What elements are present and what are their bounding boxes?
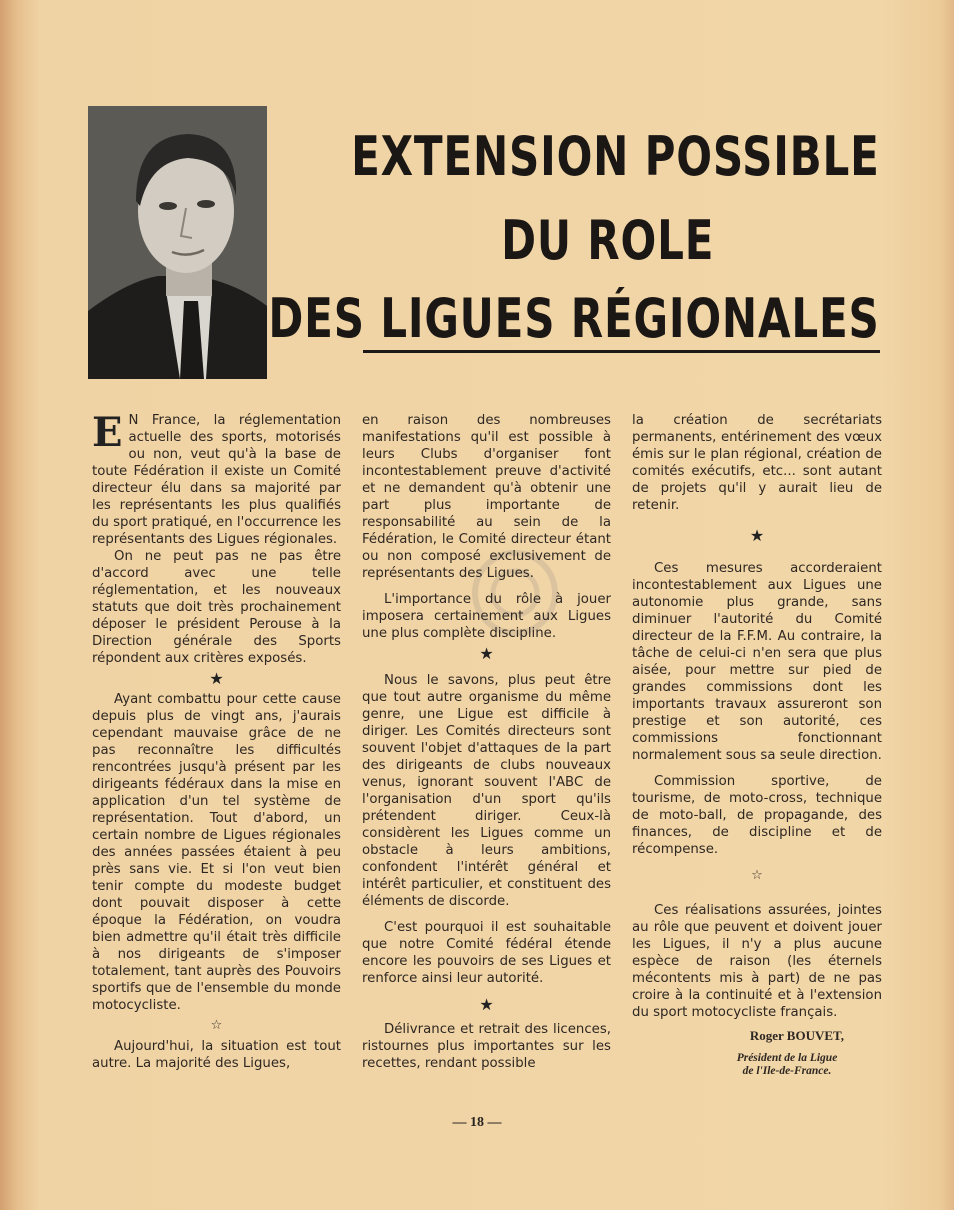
paragraph: On ne peut pas ne pas être d'accord avec une telle réglementation, et les nouveaux statuts que doit très prochainement déposer le président Perouse à la Direction générale des Sports répondent aux critères exposés.: [92, 549, 341, 666]
paragraph: Délivrance et retrait des licences, ristournes plus importantes sur les recettes, rendant possible: [362, 1022, 611, 1071]
title-line-2: DU ROLE: [500, 209, 714, 272]
author-role-line-2: de l'Ile-de-France.: [742, 1065, 832, 1077]
paragraph: [92, 409, 341, 548]
column-1: [92, 409, 341, 1072]
star-separator: ☆: [751, 868, 763, 883]
title-line-1: EXTENSION POSSIBLE: [351, 125, 880, 188]
title-line-3: DES LIGUES RÉGIONALES: [268, 287, 880, 350]
star-separator: ★: [749, 526, 765, 545]
paragraph: Nous le savons, plus peut être que tout autre organisme du même genre, une Ligue est difficile à diriger. Les Comités directeurs sont souvent l'objet d'attaques de la part des dirigeants de clubs nouveaux venus, ignorant souvent l'ABC de l'organisation d'un sport qu'ils prétendent diriger. Ceux-là considèrent les Ligues comme un obstacle à leurs ambitions, confondent l'intérêt général et intérêt particulier, et constituent des éléments de discorde.: [362, 673, 611, 909]
author-role-line-1: Président de la Ligue: [736, 1052, 838, 1064]
author-signature: Roger BOUVET,: [749, 1028, 844, 1043]
paragraph: C'est pourquoi il est souhaitable que notre Comité fédéral étende encore les pouvoirs de ses Ligues et renforce ainsi leur autorité.: [362, 920, 611, 986]
paragraph: Commission sportive, de tourisme, de moto-cross, technique de moto-ball, de propagande, des finances, de discipline et de récompense.: [632, 774, 882, 857]
star-separator: ★: [479, 995, 494, 1014]
star-separator: ★: [479, 644, 494, 663]
paragraph: Ces mesures accorderaient incontestablement aux Ligues une autonomie plus grande, sans diminuer l'autorité du Comité directeur de la F.F.M. Au contraire, la tâche de celui-ci n'en sera que plus aisée, pour mettre sur pied de grandes commissions dont les importants travaux assureront son prestige et son autorité, ces commissions fonctionnant normalement sous sa seule direction.: [632, 561, 882, 763]
column-2: [362, 412, 611, 1072]
paragraph: Ayant combattu pour cette cause depuis plus de vingt ans, j'aurais cependant mauvaise grâce de ne pas reconnaître les difficultés rencontrées jusqu'à présent par les dirigeants fédéraux dans la mise en application d'un tel système de représentation. Tout d'abord, un certain nombre de Ligues régionales des années passées étaient à peu près sans vie. Et si l'on veut bien tenir compte du modeste budget dont pouvait disposer à cette époque la Fédération, on voudra bien admettre qu'il était très difficile à nos dirigeants de s'imposer totalement, tant auprès des Pouvoirs sportifs que de l'ensemble du monde motocycliste.: [92, 692, 341, 1013]
paragraph: Aujourd'hui, la situation est tout autre. La majorité des Ligues,: [92, 1039, 341, 1071]
drop-cap: E: [92, 409, 123, 456]
star-separator: ★: [209, 669, 224, 688]
author-portrait: [88, 106, 267, 379]
paragraph: Ces réalisations assurées, jointes au rôle que peuvent et doivent jouer les Ligues, il n'y a plus aucune espèce de raison (les éternels mécontents mis à part) de ne pas croire à la continuité et à l'extension du sport motocycliste français.: [632, 903, 882, 1020]
title-underline: [363, 350, 880, 353]
author-role: [632, 1052, 882, 1078]
paragraph: la création de secrétariats permanents, entérinement des vœux émis sur le plan régional, création de comités exécutifs, etc... sont autant de projets qu'il y aurait lieu de retenir.: [632, 413, 882, 513]
star-separator: ☆: [210, 1018, 223, 1033]
paragraph-text: N France, la réglementation actuelle des sports, motorisés ou non, veut qu'à la base de toute Fédération il existe un Comité directeur élu dans sa majorité par les représentants les plus qualifiés du sport pratiqué, en l'occurrence les représentants des Ligues régionales.: [92, 413, 341, 547]
column-3: [632, 412, 882, 1078]
page-number: — 18 —: [452, 1115, 502, 1130]
paragraph: en raison des nombreuses manifestations qu'il est possible à leurs Clubs d'organiser font incontestablement preuve d'activité et ne demandent qu'à obtenir une part plus importante de responsabilité au sein de la Fédération, le Comité directeur étant ou non composé exclusivement de représentants des Ligues.: [362, 413, 611, 581]
paragraph: L'importance du rôle à jouer imposera certainement aux Ligues une plus complète discipline.: [362, 592, 611, 641]
